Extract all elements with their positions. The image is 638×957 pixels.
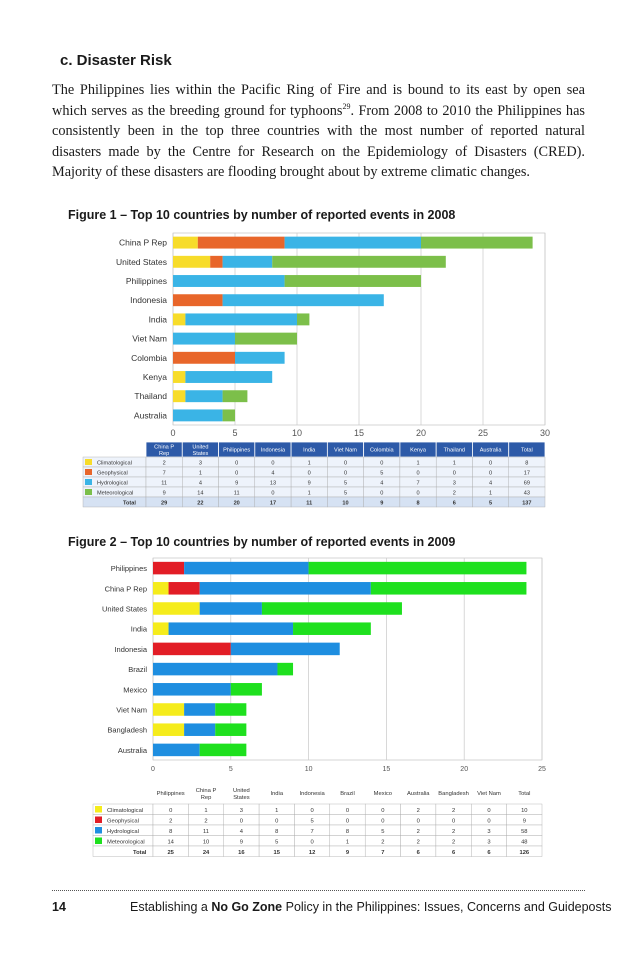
table-value: 2 xyxy=(451,808,456,814)
bar-meteorological-viet-nam xyxy=(215,703,246,716)
table-value: 8 xyxy=(525,460,529,467)
category-label: Indonesia xyxy=(114,644,147,654)
x-tick-label: 25 xyxy=(538,766,546,773)
table-value: 2 xyxy=(169,818,173,825)
legend-swatch-meteorological xyxy=(95,838,102,845)
section-heading: c. Disaster Risk xyxy=(60,52,172,69)
figure1-chart xyxy=(0,230,638,530)
x-tick-label: 20 xyxy=(460,766,469,773)
category-label: China P Rep xyxy=(104,584,147,594)
table-value: 2 xyxy=(204,818,208,825)
table-value: 2 xyxy=(451,839,456,846)
table-value: 25 xyxy=(167,850,174,856)
x-tick-label: 15 xyxy=(353,428,365,438)
bar-meteorological-mexico xyxy=(231,683,262,696)
bar-climatological-kenya xyxy=(173,371,185,383)
footer-text-after: Policy in the Philippines: Issues, Concerns and Guideposts xyxy=(282,900,612,914)
table-value: 1 xyxy=(198,470,202,477)
category-label: Viet Nam xyxy=(132,333,167,344)
table-value: 5 xyxy=(275,839,279,846)
table-value: 0 xyxy=(381,818,385,825)
table-value: 0 xyxy=(380,490,384,497)
bar-hydrological-mexico xyxy=(153,683,231,696)
x-tick-label: 10 xyxy=(291,428,303,438)
table-value: 48 xyxy=(521,839,528,846)
legend-swatch-geophysical xyxy=(95,817,102,824)
table-value: 0 xyxy=(271,490,275,497)
table-value: 17 xyxy=(269,500,277,507)
table-value: 0 xyxy=(416,490,420,497)
bar-hydrological-china-p-rep xyxy=(200,582,371,595)
table-value: 137 xyxy=(522,500,532,507)
legend-swatch-hydrological xyxy=(85,479,92,485)
table-legend-cell xyxy=(83,497,146,507)
bar-climatological-china-p-rep xyxy=(153,582,169,595)
bar-hydrological-kenya xyxy=(185,371,272,383)
footer-title xyxy=(130,900,612,914)
category-label: China P Rep xyxy=(118,237,167,248)
table-value: 16 xyxy=(238,850,245,856)
bar-meteorological-philippines xyxy=(285,275,421,287)
table-header-label: India xyxy=(303,447,316,454)
category-label: Brazil xyxy=(128,665,147,675)
legend-label: Climatological xyxy=(107,808,144,814)
table-value: 4 xyxy=(239,829,244,835)
table-value: 9 xyxy=(239,839,244,846)
table-value: 29 xyxy=(161,500,168,507)
table-value: 20 xyxy=(233,500,240,507)
table-header-label: Brazil xyxy=(340,791,355,797)
table-value: 0 xyxy=(381,808,385,814)
category-label: Indonesia xyxy=(130,295,167,306)
legend-label: Geophysical xyxy=(107,818,139,825)
bar-hydrological-india xyxy=(169,622,293,635)
table-value: 0 xyxy=(380,460,384,467)
bar-climatological-india xyxy=(173,313,185,325)
table-value: 8 xyxy=(275,829,279,835)
table-value: 0 xyxy=(235,470,239,477)
table-value: 1 xyxy=(204,808,208,814)
bar-geophysical-colombia xyxy=(173,352,235,364)
table-header-label: Viet Nam xyxy=(334,447,357,454)
bar-meteorological-united-states xyxy=(262,602,402,615)
bar-geophysical-indonesia xyxy=(153,643,231,656)
table-value: 5 xyxy=(343,490,348,497)
category-label: India xyxy=(148,314,167,325)
table-value: 1 xyxy=(345,839,350,846)
table-value: 9 xyxy=(307,480,311,487)
bar-hydrological-india xyxy=(185,313,297,325)
bar-climatological-india xyxy=(153,622,169,635)
category-label: Viet Nam xyxy=(116,705,147,715)
bar-geophysical-philippines xyxy=(153,562,184,575)
x-tick-label: 15 xyxy=(382,766,391,773)
table-value: 6 xyxy=(416,850,420,856)
table-header-label: Bangladesh xyxy=(438,791,469,797)
table-value: 0 xyxy=(275,818,279,825)
table-value: 0 xyxy=(310,808,314,814)
table-value: 8 xyxy=(345,829,350,835)
table-value: 3 xyxy=(487,839,491,846)
bar-geophysical-china-p-rep xyxy=(198,237,285,249)
table-value: 6 xyxy=(452,500,456,507)
table-value: 6 xyxy=(487,850,491,856)
table-value: 4 xyxy=(271,470,275,477)
x-tick-label: 20 xyxy=(415,428,427,438)
legend-label: Meteorological xyxy=(107,839,145,846)
table-value: 0 xyxy=(235,460,239,467)
table-value: 5 xyxy=(381,829,385,835)
table-value: 0 xyxy=(489,470,493,477)
legend-label: Geophysical xyxy=(97,470,128,477)
table-value: 0 xyxy=(169,808,173,814)
table-value: 11 xyxy=(233,490,240,497)
table-value: 24 xyxy=(202,850,210,856)
legend-label: Hydrological xyxy=(97,480,128,487)
table-value: 0 xyxy=(310,839,314,846)
bar-hydrological-australia xyxy=(153,744,200,757)
legend-label: Total xyxy=(133,850,147,856)
table-value: 10 xyxy=(342,500,349,507)
bar-meteorological-australia xyxy=(200,744,247,757)
table-value: 5 xyxy=(343,480,348,487)
table-value: 0 xyxy=(345,808,350,814)
bar-hydrological-united-states xyxy=(223,256,273,268)
bar-hydrological-philippines xyxy=(173,275,285,287)
x-tick-label: 10 xyxy=(304,766,313,773)
table-value: 0 xyxy=(487,818,491,825)
bar-climatological-thailand xyxy=(173,390,185,402)
table-value: 5 xyxy=(310,818,314,825)
table-value: 1 xyxy=(452,460,456,467)
bar-meteorological-australia xyxy=(223,409,235,421)
table-value: 8 xyxy=(169,829,173,835)
table-value: 8 xyxy=(416,500,420,507)
bar-hydrological-brazil xyxy=(153,663,277,676)
bar-geophysical-indonesia xyxy=(173,294,223,306)
bar-meteorological-thailand xyxy=(223,390,248,402)
category-label: Philippines xyxy=(110,564,147,574)
table-value: 2 xyxy=(381,839,385,846)
footer-text-bold: No Go Zone xyxy=(211,900,283,914)
bar-geophysical-united-states xyxy=(210,256,222,268)
table-value: 9 xyxy=(522,818,526,825)
table-value: 3 xyxy=(239,808,244,814)
bar-hydrological-philippines xyxy=(184,562,308,575)
bar-geophysical-china-p-rep xyxy=(169,582,200,595)
table-value: 12 xyxy=(308,850,316,856)
category-label: United States xyxy=(115,256,167,267)
table-value: 5 xyxy=(380,470,384,477)
bar-climatological-bangladesh xyxy=(153,723,184,736)
legend-label: Climatological xyxy=(97,460,132,467)
legend-swatch-hydrological xyxy=(95,827,102,834)
table-value: 10 xyxy=(521,808,528,814)
table-value: 0 xyxy=(343,470,348,477)
table-header-label: Thailand xyxy=(443,447,466,454)
table-header-label: Viet Nam xyxy=(477,791,501,797)
table-header-label: Indonesia xyxy=(299,791,325,797)
bar-climatological-china-p-rep xyxy=(173,237,198,249)
table-header-label: India xyxy=(270,791,284,797)
table-value: 1 xyxy=(275,808,279,814)
category-label: Australia xyxy=(133,410,167,421)
paragraph-text-2: . From 2008 to 2010 the Philippines has consistently been in the top three countries with the most number of reported natural disasters made by the Centre for Research on the Epidemiology of Disasters (CRED). Majority of these disasters are flooding brought about by extreme climatic changes. xyxy=(52,102,585,180)
table-header-label: Total xyxy=(520,447,533,454)
table-value: 7 xyxy=(416,480,420,487)
category-label: Bangladesh xyxy=(107,725,147,735)
bar-hydrological-viet-nam xyxy=(184,703,215,716)
table-header-label: Rep xyxy=(159,451,170,458)
figure1-title: Figure 1 – Top 10 countries by number of reported events in 2008 xyxy=(68,208,456,222)
legend-swatch-geophysical xyxy=(85,469,92,475)
bar-meteorological-china-p-rep xyxy=(371,582,527,595)
table-value: 15 xyxy=(273,850,280,856)
table-value: 2 xyxy=(416,808,420,814)
x-tick-label: 30 xyxy=(539,428,551,438)
table-value: 9 xyxy=(235,480,239,487)
table-header-label: United xyxy=(233,788,250,794)
category-label: Mexico xyxy=(123,685,147,695)
table-header-label: United xyxy=(192,444,209,451)
table-header-label: Australia xyxy=(479,447,502,454)
x-tick-label: 5 xyxy=(232,428,238,438)
table-value: 0 xyxy=(416,818,420,825)
table-value: 0 xyxy=(451,818,456,825)
table-value: 4 xyxy=(380,480,384,487)
figure2-chart xyxy=(0,555,638,875)
bar-meteorological-united-states xyxy=(272,256,446,268)
bar-climatological-united-states xyxy=(153,602,200,615)
table-value: 9 xyxy=(345,850,350,856)
x-tick-label: 5 xyxy=(228,766,233,773)
table-value: 10 xyxy=(202,839,210,846)
table-value: 22 xyxy=(197,500,204,507)
table-header-label: States xyxy=(192,451,209,458)
table-value: 4 xyxy=(489,480,493,487)
bar-hydrological-china-p-rep xyxy=(285,237,421,249)
table-value: 0 xyxy=(416,470,420,477)
footer-divider xyxy=(52,890,585,891)
table-header-label: Indonesia xyxy=(260,447,286,454)
category-label: Australia xyxy=(117,745,147,755)
table-header-label: Total xyxy=(518,791,531,797)
category-label: Colombia xyxy=(131,352,167,363)
table-value: 69 xyxy=(523,480,530,487)
category-label: Philippines xyxy=(125,276,167,286)
table-value: 11 xyxy=(306,500,313,507)
legend-label: Hydrological xyxy=(107,829,139,835)
table-value: 2 xyxy=(416,839,420,846)
table-header-label: Philippines xyxy=(156,791,185,797)
bar-meteorological-brazil xyxy=(277,663,293,676)
table-value: 11 xyxy=(161,480,168,487)
table-value: 0 xyxy=(239,818,244,825)
table-value: 6 xyxy=(451,850,456,856)
bar-hydrological-indonesia xyxy=(223,294,384,306)
page-number: 14 xyxy=(52,900,66,914)
table-header-label: Kenya xyxy=(410,447,426,454)
table-value: 9 xyxy=(162,490,166,497)
bar-climatological-united-states xyxy=(173,256,210,268)
category-label: Kenya xyxy=(142,372,167,382)
table-value: 2 xyxy=(162,460,166,467)
bar-hydrological-colombia xyxy=(235,352,285,364)
table-value: 1 xyxy=(307,490,311,497)
table-value: 0 xyxy=(345,818,350,825)
table-value: 2 xyxy=(452,490,456,497)
legend-swatch-meteorological xyxy=(85,489,92,495)
bar-meteorological-viet-nam xyxy=(235,333,297,345)
category-label: United States xyxy=(101,604,147,614)
figure2-title: Figure 2 – Top 10 countries by number of reported events in 2009 xyxy=(68,535,456,549)
bar-hydrological-australia xyxy=(173,409,223,421)
bar-climatological-viet-nam xyxy=(153,703,184,716)
table-value: 11 xyxy=(203,829,210,835)
table-header-label: States xyxy=(233,794,250,801)
bar-meteorological-philippines xyxy=(309,562,527,575)
table-value: 126 xyxy=(519,850,530,856)
bar-meteorological-india xyxy=(297,313,309,325)
table-value: 0 xyxy=(307,470,311,477)
footer-text-before: Establishing a xyxy=(130,900,212,914)
table-value: 43 xyxy=(523,490,530,497)
bar-hydrological-viet-nam xyxy=(173,333,235,345)
table-value: 0 xyxy=(487,808,491,814)
bar-meteorological-bangladesh xyxy=(215,723,246,736)
category-label: Thailand xyxy=(134,391,167,402)
bar-hydrological-united-states xyxy=(200,602,262,615)
table-value: 58 xyxy=(521,829,528,835)
x-tick-label: 25 xyxy=(477,428,489,438)
table-value: 13 xyxy=(269,480,277,487)
table-header-label: Australia xyxy=(406,791,430,797)
table-value: 14 xyxy=(197,490,204,497)
table-value: 3 xyxy=(452,480,456,487)
table-value: 0 xyxy=(343,460,348,467)
table-value: 1 xyxy=(307,460,311,467)
bar-hydrological-thailand xyxy=(185,390,222,402)
table-value: 2 xyxy=(416,829,420,835)
table-value: 14 xyxy=(167,839,174,846)
table-value: 1 xyxy=(416,460,420,467)
table-value: 0 xyxy=(452,470,456,477)
table-header-label: China P xyxy=(195,788,217,794)
legend-swatch-climatological xyxy=(95,806,102,813)
body-paragraph xyxy=(52,80,585,183)
table-header-label: Colombia xyxy=(369,447,394,454)
legend-label: Meteorological xyxy=(97,490,134,497)
table-value: 9 xyxy=(380,500,384,507)
table-value: 1 xyxy=(489,490,493,497)
table-value: 7 xyxy=(162,470,166,477)
category-label: India xyxy=(130,624,147,634)
table-header-label: Philippines xyxy=(223,447,251,454)
x-tick-label: 0 xyxy=(170,428,176,438)
footnote-ref[interactable]: 29 xyxy=(342,101,351,111)
table-value: 17 xyxy=(523,470,530,477)
table-value: 5 xyxy=(489,500,493,507)
table-value: 7 xyxy=(381,850,385,856)
table-value: 0 xyxy=(271,460,275,467)
table-header-label: Mexico xyxy=(373,791,393,797)
legend-label: Total xyxy=(123,500,136,507)
bar-hydrological-indonesia xyxy=(231,643,340,656)
x-tick-label: 0 xyxy=(151,766,155,773)
paragraph-text-1: The Philippines lies within the Pacific Ring of Fire and is bound to its east by open sea which serves as the breeding ground for typhoons xyxy=(52,82,585,119)
legend-swatch-climatological xyxy=(85,459,92,465)
table-value: 4 xyxy=(198,480,202,487)
bar-meteorological-india xyxy=(293,622,371,635)
table-header-label: China P xyxy=(154,444,175,451)
table-value: 7 xyxy=(310,829,314,835)
bar-meteorological-china-p-rep xyxy=(421,237,533,249)
table-header-label: Rep xyxy=(200,794,212,801)
bar-hydrological-bangladesh xyxy=(184,723,215,736)
table-value: 2 xyxy=(451,829,456,835)
table-value: 3 xyxy=(487,829,491,835)
table-value: 0 xyxy=(489,460,493,467)
table-value: 3 xyxy=(198,460,202,467)
